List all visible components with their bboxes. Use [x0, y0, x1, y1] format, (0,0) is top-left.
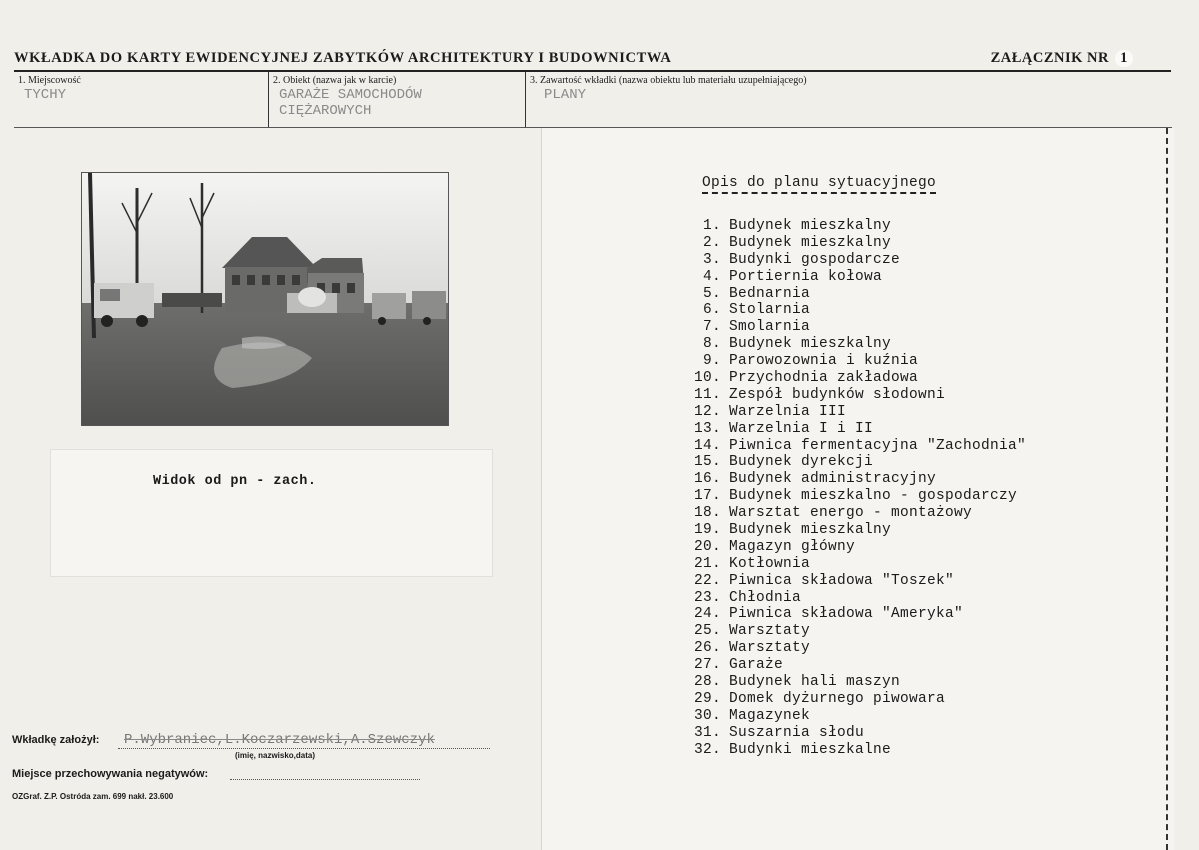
- list-item-number: 5.: [702, 285, 721, 302]
- list-item: [687, 387, 1026, 404]
- content-field: [526, 72, 1171, 127]
- list-item: [687, 421, 1026, 438]
- photo-caption-panel: [50, 449, 493, 577]
- annex-number: 1: [1115, 50, 1133, 67]
- list-item-label: Budynek mieszkalno - gospodarczy: [729, 488, 1018, 505]
- list-item-number: 4.: [702, 268, 721, 285]
- list-item-number: 28.: [693, 674, 721, 691]
- list-item-number: 26.: [693, 640, 721, 657]
- list-item: [687, 623, 1026, 640]
- list-item-label: Magazynek: [729, 707, 811, 724]
- list-item: [687, 454, 1026, 471]
- list-item-label: Piwnica składowa "Ameryka": [729, 606, 964, 623]
- list-item: [687, 252, 1026, 269]
- list-item-label: Warzelnia III: [729, 403, 847, 420]
- plan-description-title: Opis do planu sytuacyjnego: [702, 175, 936, 194]
- list-item-label: Portiernia kołowa: [729, 268, 883, 285]
- list-item: [687, 640, 1026, 657]
- list-item-label: Warsztat energo - montażowy: [729, 505, 973, 522]
- list-item-label: Budynek mieszkalny: [729, 218, 892, 234]
- founded-label: Wkładkę założył:: [12, 734, 100, 746]
- list-item-label: Kotłownia: [729, 555, 811, 572]
- list-item-label: Budynek dyrekcji: [729, 454, 874, 471]
- list-item: [687, 438, 1026, 455]
- list-item-number: 23.: [693, 589, 721, 606]
- list-item-label: Piwnica składowa "Toszek": [729, 572, 955, 589]
- list-item-label: Budynki mieszkalne: [729, 741, 892, 758]
- content-label: 3. Zawartość wkładki (nazwa obiektu lub materiału uzupełniającego): [530, 75, 807, 86]
- list-item-label: Warzelnia I i II: [729, 420, 874, 437]
- storage-dotted-line: [230, 779, 420, 780]
- list-item: [687, 657, 1026, 674]
- object-label: 2. Obiekt (nazwa jak w karcie): [273, 75, 397, 86]
- list-item-label: Budynek administracyjny: [729, 471, 937, 488]
- list-item: [687, 336, 1026, 353]
- list-item-number: 13.: [693, 420, 721, 437]
- list-item: [687, 488, 1026, 505]
- list-item-number: 10.: [693, 370, 721, 387]
- locality-value: TYCHY: [24, 87, 67, 103]
- list-item-label: Bednarnia: [729, 285, 811, 302]
- photo-caption: Widok od pn - zach.: [153, 474, 317, 489]
- list-item-number: 27.: [693, 657, 721, 674]
- list-item-number: 22.: [693, 572, 721, 589]
- locality-label: 1. Miejscowość: [18, 75, 81, 86]
- list-item-label: Piwnica fermentacyjna "Zachodnia": [729, 437, 1027, 454]
- list-item-number: 3.: [702, 251, 721, 268]
- object-value: GARAŻE SAMOCHODÓW CIĘŻAROWYCH: [279, 87, 422, 119]
- list-item-number: 31.: [693, 724, 721, 741]
- list-item-number: 9.: [702, 353, 721, 370]
- list-item-label: Budynek mieszkalny: [729, 336, 892, 353]
- list-item: [687, 404, 1026, 421]
- list-item-number: 12.: [693, 403, 721, 420]
- list-item-label: Stolarnia: [729, 302, 811, 319]
- list-item: [687, 218, 1026, 235]
- printer-imprint: OZGraf. Z.P. Ostróda zam. 699 nakł. 23.600: [12, 792, 174, 801]
- list-item: [687, 590, 1026, 607]
- list-item-label: Warsztaty: [729, 623, 811, 640]
- list-item: [687, 539, 1026, 556]
- list-item-number: 8.: [702, 336, 721, 353]
- list-item: [687, 319, 1026, 336]
- plan-description-list: [687, 218, 1026, 759]
- list-item-number: 30.: [693, 707, 721, 724]
- locality-field: [14, 72, 269, 127]
- list-item-number: 24.: [693, 606, 721, 623]
- list-item-number: 14.: [693, 437, 721, 454]
- list-item: [687, 370, 1026, 387]
- list-item-number: 1.: [702, 218, 721, 234]
- list-item-label: Parowozownia i kuźnia: [729, 353, 919, 370]
- list-item-label: Warsztaty: [729, 640, 811, 657]
- list-item: [687, 302, 1026, 319]
- list-item-label: Garaże: [729, 657, 784, 674]
- list-item-number: 32.: [693, 741, 721, 758]
- list-item-label: Budynki gospodarcze: [729, 251, 901, 268]
- list-item: [687, 471, 1026, 488]
- form-title: WKŁADKA DO KARTY EWIDENCYJNEJ ZABYTKÓW ARCHITEKTURY I BUDOWNICTWA: [14, 50, 672, 66]
- annex-label-text: ZAŁĄCZNIK NR: [990, 50, 1109, 66]
- list-item-label: Magazyn główny: [729, 538, 856, 555]
- list-item: [687, 725, 1026, 742]
- storage-label: Miejsce przechowywania negatywów:: [12, 768, 209, 780]
- list-item-number: 29.: [693, 690, 721, 707]
- list-item-label: Budynek hali maszyn: [729, 674, 901, 691]
- list-item-number: 11.: [693, 386, 721, 403]
- list-item-label: Budynek mieszkalny: [729, 522, 892, 539]
- list-item: [687, 708, 1026, 725]
- list-item: [687, 286, 1026, 303]
- list-item-label: Przychodnia zakładowa: [729, 370, 919, 387]
- list-item-number: 19.: [693, 522, 721, 539]
- list-item-number: 7.: [702, 319, 721, 336]
- list-item-number: 17.: [693, 488, 721, 505]
- list-item-label: Suszarnia słodu: [729, 724, 865, 741]
- list-item-number: 2.: [702, 234, 721, 251]
- list-item-number: 20.: [693, 538, 721, 555]
- founded-dotted-line: [118, 748, 490, 749]
- list-item-label: Smolarnia: [729, 319, 811, 336]
- list-item: [687, 674, 1026, 691]
- list-item-number: 15.: [693, 454, 721, 471]
- list-item: [687, 353, 1026, 370]
- object-field: [269, 72, 526, 127]
- list-item-label: Budynek mieszkalny: [729, 234, 892, 251]
- annex-label: [991, 50, 1133, 67]
- list-item-number: 6.: [702, 302, 721, 319]
- founded-value: P.Wybraniec,L.Koczarzewski,A.Szewczyk: [124, 732, 435, 748]
- list-item-number: 18.: [693, 505, 721, 522]
- founded-hint: (imię, nazwisko,data): [235, 751, 316, 760]
- list-item: [687, 269, 1026, 286]
- list-item-number: 25.: [693, 623, 721, 640]
- list-item: [687, 505, 1026, 522]
- list-item: [687, 235, 1026, 252]
- content-value: PLANY: [544, 87, 587, 103]
- building-photo: [81, 172, 449, 426]
- list-item-number: 16.: [693, 471, 721, 488]
- sheet-dashed-edge: [1166, 128, 1168, 850]
- list-item: [687, 606, 1026, 623]
- list-item-label: Domek dyżurnego piwowara: [729, 690, 946, 707]
- plan-description-sheet: [541, 128, 1174, 850]
- list-item: [687, 742, 1026, 759]
- list-item: [687, 691, 1026, 708]
- list-item: [687, 573, 1026, 590]
- list-item-number: 21.: [693, 555, 721, 572]
- list-item: [687, 556, 1026, 573]
- list-item-label: Chłodnia: [729, 589, 802, 606]
- list-item-label: Zespół budynków słodowni: [729, 386, 946, 403]
- list-item: [687, 522, 1026, 539]
- building-photo-image: [82, 173, 448, 425]
